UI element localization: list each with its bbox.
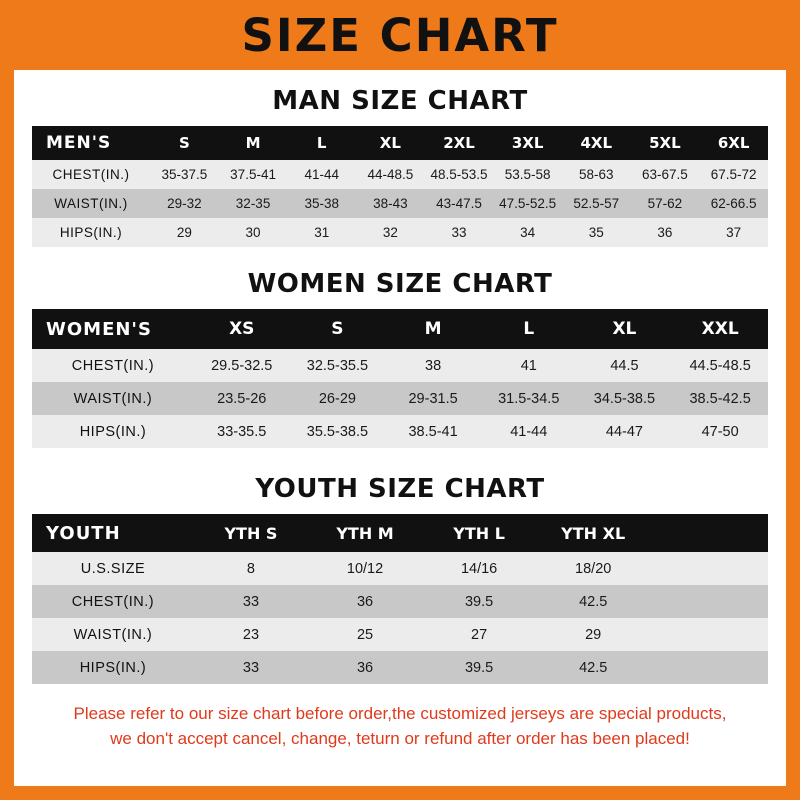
cell: 62-66.5 (710, 196, 757, 211)
cell: 38 (425, 357, 442, 374)
row-label: HIPS(IN.) (59, 225, 123, 240)
cell: 38.5-42.5 (689, 390, 751, 407)
content-area (14, 86, 786, 751)
cell: 67.5-72 (710, 167, 757, 182)
cell: 29.5-32.5 (211, 357, 273, 374)
page-title: SIZE CHART (241, 8, 559, 62)
cell: 33-35.5 (217, 423, 267, 440)
column-header: MEN'S (46, 133, 112, 153)
cell: 43-47.5 (436, 196, 482, 211)
table-row (32, 382, 768, 415)
row-label: CHEST(IN.) (52, 167, 130, 182)
column-header: YTH S (224, 523, 278, 543)
cell: 23 (242, 626, 260, 643)
row-label: CHEST(IN.) (71, 593, 155, 610)
man-size-table-wrapper (32, 126, 768, 247)
cell: 36 (356, 659, 374, 676)
cell: 47.5-52.5 (499, 196, 557, 211)
cell: 63-67.5 (642, 167, 688, 182)
row-label: HIPS(IN.) (79, 659, 147, 676)
cell: 30 (245, 225, 261, 240)
column-header: XS (229, 319, 255, 339)
table-row (32, 218, 768, 247)
cell: 38-43 (373, 196, 408, 211)
cell (650, 552, 768, 585)
cell: 35-37.5 (161, 167, 208, 182)
cell: 27 (471, 626, 488, 643)
cell: 53.5-58 (504, 167, 551, 182)
header-banner (0, 0, 800, 70)
cell: 36 (356, 593, 374, 610)
cell: 32.5-35.5 (306, 357, 369, 374)
column-header: YTH M (336, 523, 394, 543)
column-header: YTH L (453, 523, 505, 543)
column-header: S (179, 134, 190, 152)
youth-section-title: YOUTH SIZE CHART (255, 474, 545, 504)
row-label: U.S.SIZE (80, 560, 146, 577)
column-header: 2XL (443, 134, 475, 152)
cell: 31 (314, 225, 330, 240)
cell: 32-35 (235, 196, 271, 211)
cell: 58-63 (579, 167, 614, 182)
cell: 26-29 (318, 390, 356, 407)
cell (650, 618, 768, 651)
column-header: 3XL (511, 134, 544, 152)
man-size-table (32, 126, 768, 247)
cell: 23.5-26 (217, 390, 267, 407)
cell: 35 (588, 225, 604, 240)
column-header: XL (612, 319, 637, 339)
cell: 48.5-53.5 (430, 167, 488, 182)
column-header: S (331, 319, 344, 339)
table-row (32, 552, 768, 585)
cell: 39.5 (464, 593, 494, 610)
table-header-row (32, 514, 768, 552)
bottom-accent-strip (0, 786, 800, 800)
women-size-table-wrapper (32, 309, 768, 448)
cell: 44.5 (610, 357, 639, 374)
column-header: L (523, 319, 535, 339)
column-header: 4XL (580, 134, 613, 152)
row-label: WAIST(IN.) (73, 390, 153, 407)
cell: 8 (246, 560, 255, 577)
cell: 42.5 (579, 593, 608, 610)
cell: 44.5-48.5 (689, 357, 751, 374)
table-row (32, 160, 768, 189)
cell: 37.5-41 (230, 167, 276, 182)
cell: 44-47 (605, 423, 643, 440)
cell: 35.5-38.5 (306, 423, 369, 440)
column-header: 6XL (717, 134, 750, 152)
column-header: M (424, 319, 442, 339)
cell: 18/20 (575, 560, 612, 577)
row-label: CHEST(IN.) (71, 357, 155, 374)
cell: 36 (657, 225, 673, 240)
cell: 57-62 (647, 196, 683, 211)
table-row (32, 415, 768, 448)
cell: 41-44 (510, 423, 548, 440)
cell: 10/12 (346, 560, 384, 577)
column-header: M (245, 134, 261, 152)
cell: 34.5-38.5 (593, 390, 656, 407)
cell: 33 (242, 659, 260, 676)
cell: 38.5-41 (408, 423, 458, 440)
women-section-title: WOMEN SIZE CHART (247, 269, 553, 299)
youth-size-table (32, 514, 768, 684)
cell: 29-32 (167, 196, 202, 211)
cell: 29 (585, 626, 602, 643)
column-header: L (316, 134, 327, 152)
table-row (32, 585, 768, 618)
cell: 39.5 (464, 659, 494, 676)
table-row (32, 618, 768, 651)
column-header: YTH XL (561, 523, 626, 543)
cell (650, 651, 768, 684)
column-header: 5XL (649, 134, 681, 152)
cell: 34 (520, 225, 536, 240)
row-label: WAIST(IN.) (73, 626, 153, 643)
table-row (32, 189, 768, 218)
cell: 41-44 (304, 167, 339, 182)
row-label: WAIST(IN.) (54, 196, 128, 211)
cell: 47-50 (701, 423, 739, 440)
women-size-table (32, 309, 768, 448)
column-header: XL (379, 134, 401, 152)
cell: 32 (382, 225, 398, 240)
cell: 37 (726, 225, 742, 240)
cell: 41 (520, 357, 537, 374)
footer-disclaimer (32, 702, 768, 751)
table-header-row (32, 126, 768, 160)
cell (650, 585, 768, 618)
man-section-title: MAN SIZE CHART (272, 86, 528, 116)
cell: 14/16 (460, 560, 498, 577)
table-header-row (32, 309, 768, 349)
column-header (650, 514, 768, 552)
cell: 31.5-34.5 (498, 390, 560, 407)
column-header: WOMEN'S (46, 318, 152, 340)
column-header: XXL (701, 319, 739, 339)
cell: 35-38 (304, 196, 339, 211)
youth-size-table-wrapper (32, 514, 768, 684)
cell: 25 (356, 626, 374, 643)
table-row (32, 651, 768, 684)
footer-line-1: Please refer to our size chart before order,the customized jerseys are special products, (73, 704, 727, 723)
table-row (32, 349, 768, 382)
cell: 33 (451, 225, 467, 240)
cell: 29 (176, 225, 192, 240)
cell: 29-31.5 (408, 390, 458, 407)
cell: 33 (242, 593, 260, 610)
column-header: YOUTH (46, 522, 121, 544)
footer-line-2: we don't accept cancel, change, teturn or refund after order has been placed! (110, 728, 690, 748)
cell: 52.5-57 (573, 196, 620, 211)
cell: 42.5 (579, 659, 608, 676)
row-label: HIPS(IN.) (79, 423, 147, 440)
cell: 44-48.5 (367, 167, 414, 182)
